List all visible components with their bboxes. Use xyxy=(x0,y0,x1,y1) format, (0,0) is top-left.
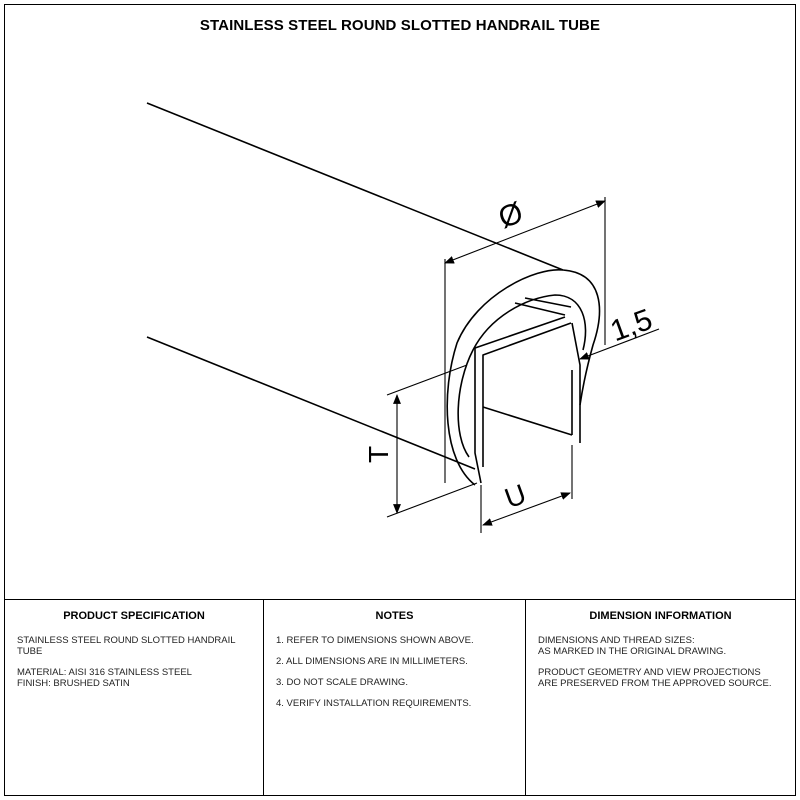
height-extension-bottom xyxy=(387,483,477,517)
handrail-tube-drawing xyxy=(5,5,795,597)
dimension-information-panel xyxy=(525,600,795,796)
drawing-sheet xyxy=(4,4,796,796)
height-label: T xyxy=(363,445,394,463)
slot-right-wall xyxy=(572,323,580,443)
product-material-finish: MATERIAL: AISI 316 STAINLESS STEEL FINISH: BRUSHED SATIN xyxy=(17,667,192,689)
drawing-title: STAINLESS STEEL ROUND SLOTTED HANDRAIL TUBE xyxy=(199,17,601,34)
slot-floor xyxy=(483,407,572,435)
note-item: 4. VERIFY INSTALLATION REQUIREMENTS. xyxy=(276,698,472,709)
diameter-label: Ø xyxy=(494,196,528,236)
tube-outline xyxy=(147,103,599,485)
note-item: 1. REFER TO DIMENSIONS SHOWN ABOVE. xyxy=(276,635,474,646)
tube-end-outer xyxy=(447,270,599,485)
dimension-info-text: DIMENSIONS AND THREAD SIZES: AS MARKED IN THE ORIGINAL DRAWING. xyxy=(538,635,727,657)
wall-thickness-label: 1,5 xyxy=(606,302,657,349)
slot-left-wall-inner xyxy=(483,323,571,467)
height-extension-top xyxy=(387,365,467,395)
product-specification-heading: PRODUCT SPECIFICATION xyxy=(63,610,205,622)
dimension-lines xyxy=(387,197,659,533)
note-item: 3. DO NOT SCALE DRAWING. xyxy=(276,677,408,688)
notes-heading: NOTES xyxy=(375,610,414,622)
slot-back-top-2 xyxy=(525,298,571,307)
dimension-info-text: PRODUCT GEOMETRY AND VIEW PROJECTIONS ARE PRESERVED FROM THE APPROVED SOURCE. xyxy=(538,667,772,689)
slot-width-label: U xyxy=(500,478,531,515)
note-item: 2. ALL DIMENSIONS ARE IN MILLIMETERS. xyxy=(276,656,468,667)
product-description: STAINLESS STEEL ROUND SLOTTED HANDRAIL TUBE xyxy=(17,635,236,657)
product-specification-panel xyxy=(5,600,263,796)
dimension-information-heading: DIMENSION INFORMATION xyxy=(589,610,732,622)
tube-top-edge xyxy=(147,103,563,270)
tube-bottom-edge xyxy=(147,337,475,469)
info-table xyxy=(5,599,795,796)
notes-panel xyxy=(263,600,525,796)
